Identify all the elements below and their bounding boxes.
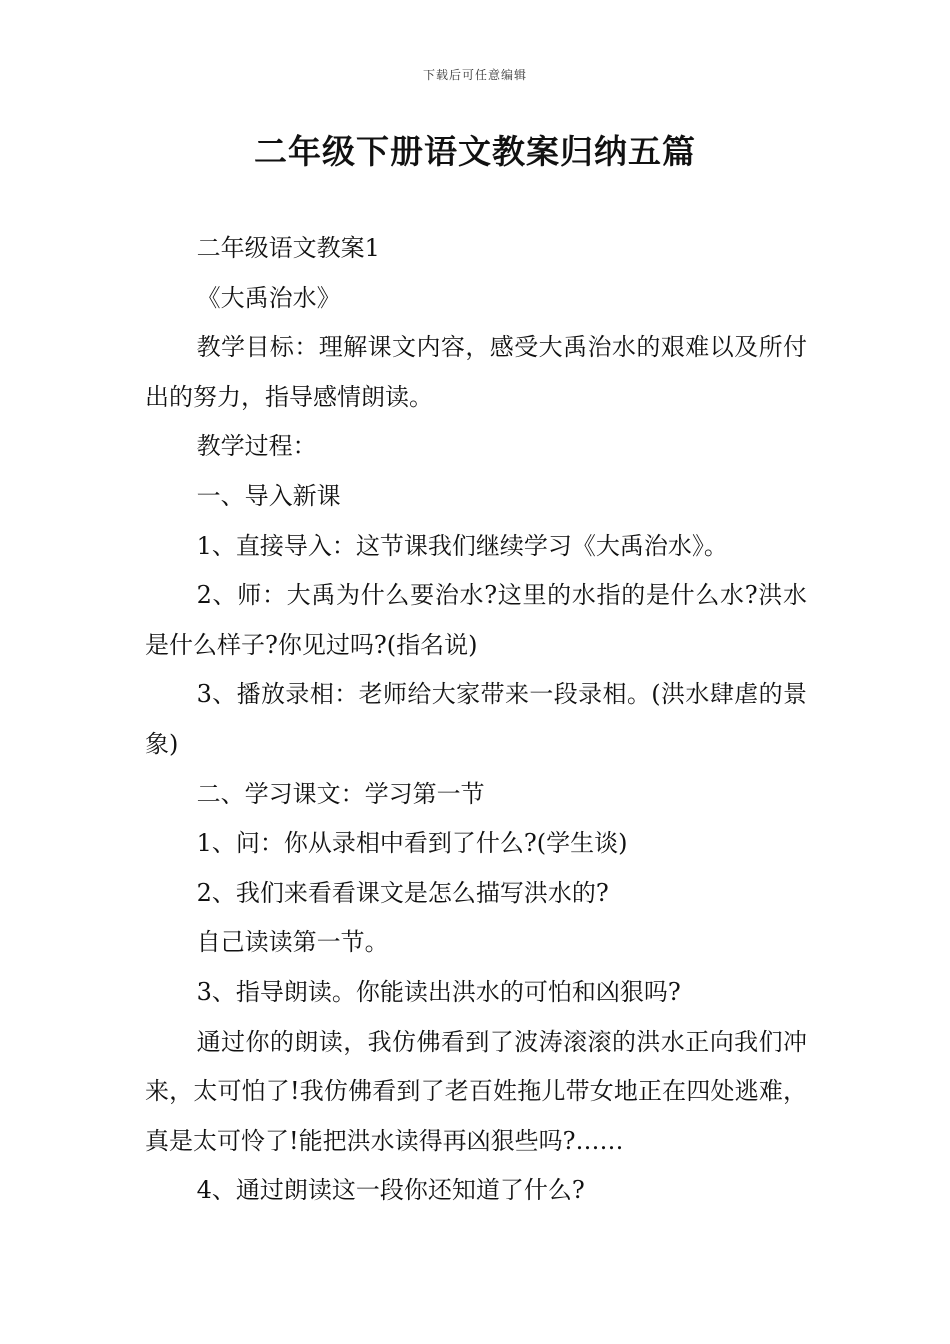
- paragraph: 1、问：你从录相中看到了什么?(学生谈): [196, 829, 628, 858]
- document-body: [145, 224, 807, 1216]
- paragraph: 1、直接导入：这节课我们继续学习《大禹治水》。: [196, 531, 728, 560]
- paragraph: 3、指导朗读。你能读出洪水的可怕和凶狠吗?: [196, 977, 681, 1006]
- paragraph: 2、师：大禹为什么要治水?这里的水指的是什么水?洪水是什么样子?你见过吗?(指名说): [145, 581, 807, 659]
- paragraph: 教学目标：理解课文内容，感受大禹治水的艰难以及所付出的努力，指导感情朗读。: [145, 333, 807, 411]
- paragraph: 通过你的朗读，我仿佛看到了波涛滚滚的洪水正向我们冲来，太可怕了!我仿佛看到了老百姓拖儿带女地正在四处逃难，真是太可怜了!能把洪水读得再凶狠些吗?……: [145, 1027, 807, 1155]
- section-heading: 二年级语文教案1: [196, 234, 380, 262]
- paragraph: 自己读读第一节。: [196, 928, 389, 957]
- paragraph: 2、我们来看看课文是怎么描写洪水的?: [196, 878, 609, 907]
- paragraph: 4、通过朗读这一段你还知道了什么?: [196, 1176, 585, 1205]
- paragraph: 3、播放录相：老师给大家带来一段录相。(洪水肆虐的景象): [145, 680, 807, 758]
- paragraph: 教学过程：: [196, 432, 317, 461]
- document-title: 二年级下册语文教案归纳五篇: [254, 132, 696, 171]
- paragraph: 一、导入新课: [196, 481, 341, 510]
- paragraph: 二、学习课文：学习第一节: [196, 779, 485, 808]
- lesson-title: 《大禹治水》: [196, 283, 341, 312]
- header-note: 下载后可任意编辑: [422, 68, 527, 82]
